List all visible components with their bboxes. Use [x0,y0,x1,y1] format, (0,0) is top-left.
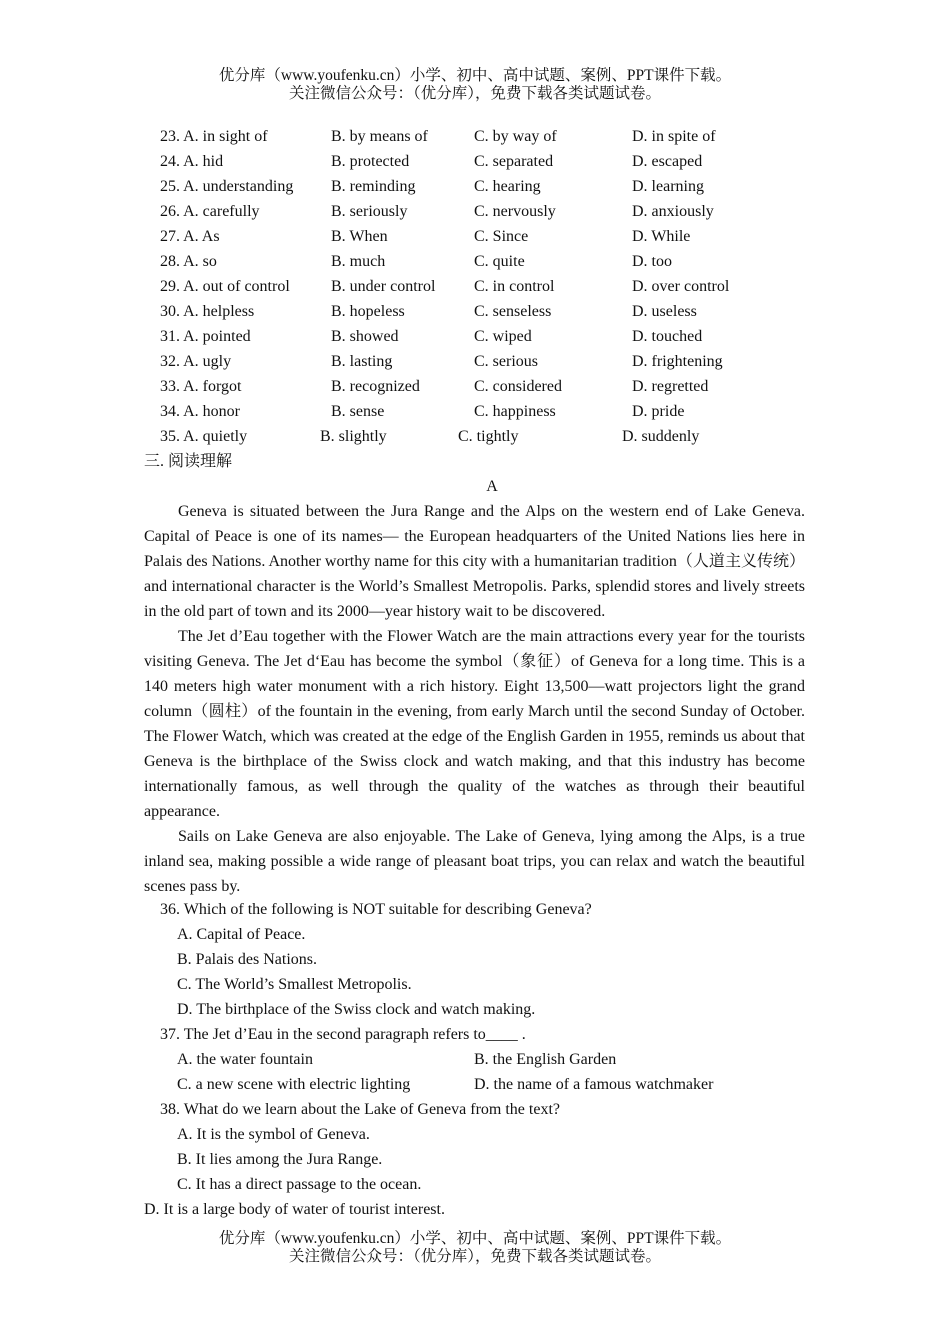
question-36-option-a: A. Capital of Peace. [177,926,306,943]
option-row-35 [0,424,950,449]
option-d: D. pride [632,403,685,420]
option-c: C. Since [474,228,529,245]
reading-passage [144,499,805,899]
question-36-option-c: C. The World’s Smallest Metropolis. [177,976,412,993]
option-c: C. tightly [458,428,519,445]
option-c: C. in control [474,278,555,295]
question-36-option-d: D. The birthplace of the Swiss clock and watch making. [177,1001,536,1018]
option-c: C. wiped [474,328,532,345]
option-c: C. hearing [474,178,541,195]
option-row-31 [0,324,950,349]
option-d: D. While [632,228,691,245]
option-row-26 [0,199,950,224]
option-row-29 [0,274,950,299]
option-c: C. by way of [474,128,557,145]
option-b: B. slightly [320,428,387,445]
option-row-28 [0,249,950,274]
question-38-option-c: C. It has a direct passage to the ocean. [177,1176,422,1193]
option-b: B. protected [331,153,410,170]
option-d: D. frightening [632,353,723,370]
option-b: B. reminding [331,178,416,195]
passage-label: A [486,478,498,495]
paragraph-1: Geneva is situated between the Jura Range and the Alps on the western end of Lake Geneva. Capital of Peace is one of its names— the European headquarters of the United Nations lies here in Palais des Nations. Another worthy name for this city with a humanitarian tradition（人道主义传统）and international character is the World’s Smallest Metropolis. Parks, splendid stores and lively streets in the old part of town and its 2000—year history wait to be discovered. [144,503,805,620]
option-d: D. over control [632,278,730,295]
option-row-27 [0,224,950,249]
footer-line-1: 优分库（www.youfenku.cn）小学、初中、高中试题、案例、PPT课件下载。 [218,1230,732,1247]
option-d: D. escaped [632,153,703,170]
option-b: B. sense [331,403,385,420]
option-b: B. showed [331,328,399,345]
cloze-options [0,124,950,449]
question-37-row-1 [144,1047,844,1072]
option-c: C. serious [474,353,538,370]
option-a: 30. A. helpless [160,303,255,320]
option-a: 29. A. out of control [160,278,290,295]
option-row-25 [0,174,950,199]
option-c: C. happiness [474,403,556,420]
option-c: C. separated [474,153,554,170]
option-d: D. in spite of [632,128,716,145]
option-c: C. senseless [474,303,552,320]
option-b: B. much [331,253,386,270]
option-a: 32. A. ugly [160,353,232,370]
option-d: D. touched [632,328,703,345]
option-a: 27. A. As [160,228,220,245]
option-a: 31. A. pointed [160,328,251,345]
option-d: D. anxiously [632,203,714,220]
option-d: D. useless [632,303,697,320]
option-c: C. nervously [474,203,556,220]
question-37-option-a: A. the water fountain [177,1051,313,1068]
paragraph-3: Sails on Lake Geneva are also enjoyable. The Lake of Geneva, lying among the Alps, is a true inland sea, making possible a wide range of pleasant boat trips, you can relax and watch the beautiful scenes pass by. [144,828,805,895]
option-a: 35. A. quietly [160,428,248,445]
option-c: C. quite [474,253,525,270]
option-row-34 [0,399,950,424]
question-36-stem: 36. Which of the following is NOT suitable for describing Geneva? [160,901,592,918]
questions [144,897,844,1222]
option-a: 24. A. hid [160,153,224,170]
section-title: 三. 阅读理解 [144,453,233,470]
header-line-2: 关注微信公众号：（优分库），免费下载各类试题试卷。 [288,85,661,102]
question-38-stem: 38. What do we learn about the Lake of Geneva from the text? [160,1101,560,1118]
option-a: 25. A. understanding [160,178,294,195]
option-b: B. under control [331,278,436,295]
option-a: 34. A. honor [160,403,240,420]
option-row-32 [0,349,950,374]
question-37-stem: 37. The Jet d’Eau in the second paragraph refers to____ . [160,1026,526,1043]
option-a: 23. A. in sight of [160,128,268,145]
question-38-option-a: A. It is the symbol of Geneva. [177,1126,370,1143]
paragraph-2: The Jet d’Eau together with the Flower Watch are the main attractions every year for the tourists visiting Geneva. The Jet d‘Eau has become the symbol（象征）of Geneva for a long time. This is a 140 meters high water monument with a rich history. Eight 13,500—watt projectors light the grand column（圆柱）of the fountain in the evening, from early March until the second Sunday of October. The Flower Watch, which was created at the edge of the English Garden in 1955, reminds us about that Geneva is the birthplace of the Swiss clock and watch making, and that this industry has become internationally famous, as well through the quality of the watches as through their beautiful appearance. [144,628,805,820]
option-d: D. suddenly [622,428,700,445]
option-row-24 [0,149,950,174]
question-38-option-d: D. It is a large body of water of tourist interest. [144,1201,445,1218]
question-37-option-c: C. a new scene with electric lighting [177,1076,411,1093]
option-d: D. too [632,253,672,270]
option-a: 26. A. carefully [160,203,260,220]
option-row-33 [0,374,950,399]
option-c: C. considered [474,378,562,395]
option-b: B. by means of [331,128,428,145]
option-a: 28. A. so [160,253,217,270]
question-37-option-d: D. the name of a famous watchmaker [474,1076,714,1093]
option-row-30 [0,299,950,324]
question-37-option-b: B. the English Garden [474,1051,617,1068]
option-b: B. lasting [331,353,393,370]
page-header [0,67,950,103]
option-d: D. learning [632,178,704,195]
option-row-23 [0,124,950,149]
option-d: D. regretted [632,378,709,395]
option-b: B. recognized [331,378,420,395]
question-37-row-2 [144,1072,844,1097]
question-38-option-b: B. It lies among the Jura Range. [177,1151,383,1168]
header-line-1: 优分库（www.youfenku.cn）小学、初中、高中试题、案例、PPT课件下载。 [218,67,732,84]
page-footer [0,1230,950,1266]
option-a: 33. A. forgot [160,378,242,395]
option-b: B. When [331,228,388,245]
question-36-option-b: B. Palais des Nations. [177,951,317,968]
footer-line-2: 关注微信公众号：（优分库），免费下载各类试题试卷。 [288,1248,661,1265]
option-b: B. seriously [331,203,408,220]
option-b: B. hopeless [331,303,405,320]
